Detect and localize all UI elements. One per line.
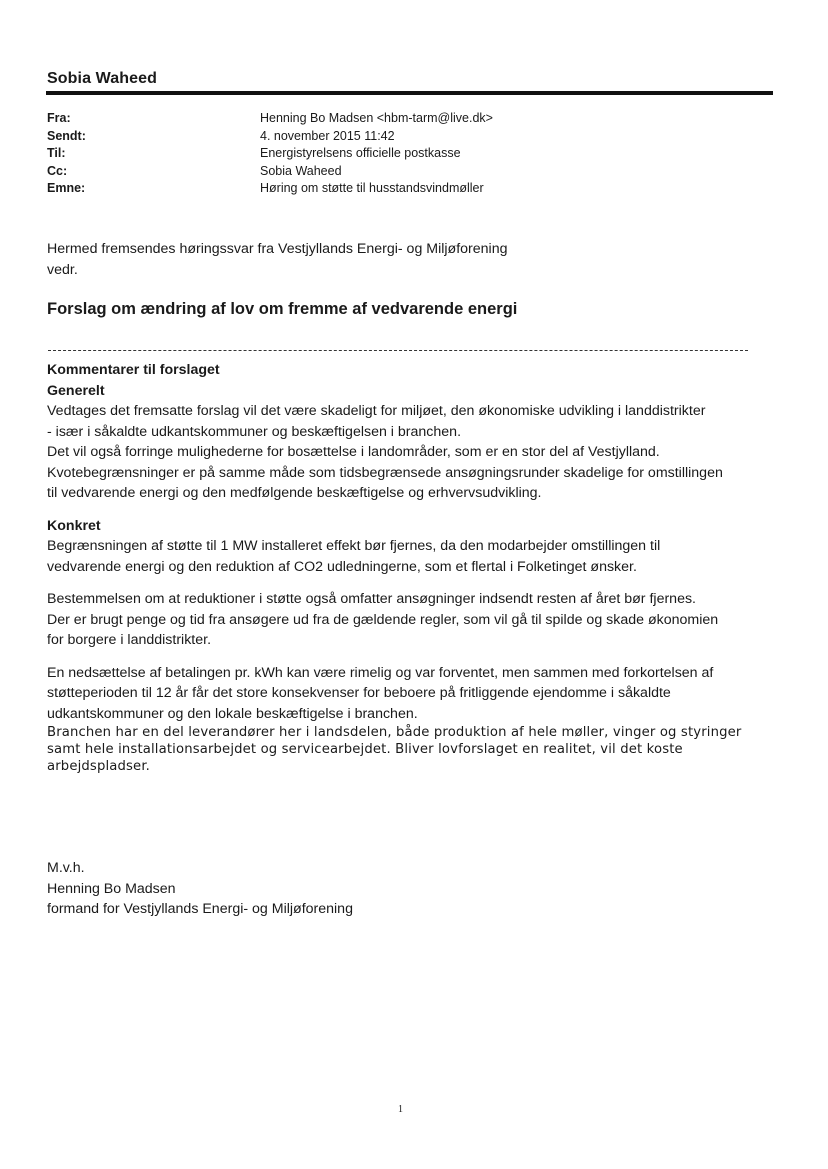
general-line: Det vil også forringe mulighederne for bosættelse i landområder, som er en stor del af Vestjylland. [47, 444, 660, 460]
specific-line: Branchen har en del leverandører her i landsdelen, både produktion af hele møller, vinger og styringer [47, 725, 742, 740]
general-line: til vedvarende energi og den medfølgende beskæftigelse og erhvervsudvikling. [47, 485, 542, 501]
dashed-separator [48, 350, 748, 351]
meta-key-sent: Sendt: [47, 128, 86, 143]
meta-key-to: Til: [47, 146, 66, 160]
general-line: - især i såkaldte udkantskommuner og beskæftigelsen i branchen. [47, 423, 462, 440]
intro-line: vedr. [47, 261, 78, 278]
specific-line: støtteperioden til 12 år får det store konsekvenser for beboere på fritliggende ejendomme i såkaldte [47, 685, 671, 701]
signoff-line: Henning Bo Madsen [47, 880, 176, 897]
meta-row-cc [47, 163, 493, 181]
specific-paragraph-typed [47, 724, 741, 775]
specific-line: vedvarende energi og den reduktion af CO2 udledningerne, som et flertal i Folketinget ønsker. [47, 558, 637, 575]
meta-value-to: Energistyrelsens officielle postkasse [260, 146, 461, 160]
sender-name: Sobia Waheed [47, 70, 157, 87]
paragraph-gap [47, 577, 741, 589]
signoff [47, 858, 353, 920]
signoff-line: M.v.h. [47, 860, 85, 876]
page-number: 1 [398, 1104, 403, 1115]
specific-line: udkantskommuner og den lokale beskæftigelse i branchen. [47, 705, 418, 722]
specific-line: Der er brugt penge og tid fra ansøgere ud fra de gældende regler, som vil gå til spilde og skade økonomien [47, 611, 719, 628]
paragraph-gap [47, 651, 741, 663]
email-metadata [47, 110, 493, 198]
specific-heading: Konkret [47, 517, 101, 534]
specific-line: En nedsættelse af betalingen pr. kWh kan være rimelig og var forventet, men sammen med forkortelsen af [47, 664, 714, 681]
meta-row-from [47, 110, 493, 128]
specific-line: arbejdspladser. [47, 759, 151, 774]
meta-key-from: Fra: [47, 111, 71, 125]
comments-heading: Kommentarer til forslaget [47, 362, 220, 378]
meta-value-from: Henning Bo Madsen <hbm-tarm@live.dk> [260, 111, 493, 125]
specific-line: samt hele installationsarbejdet og servicearbejdet. Bliver lovforslaget en realitet, vil det koste [47, 742, 683, 757]
meta-row-subject [47, 180, 493, 198]
meta-value-subject: Høring om støtte til husstandsvindmøller [260, 181, 484, 195]
meta-row-sent [47, 128, 493, 146]
specific-line: Bestemmelsen om at reduktioner i støtte også omfatter ansøgninger indsendt resten af året bør fjernes. [47, 591, 696, 607]
signoff-line: formand for Vestjyllands Energi- og Miljøforening [47, 901, 353, 917]
meta-value-sent: 4. november 2015 11:42 [260, 128, 395, 143]
meta-key-cc: Cc: [47, 163, 68, 178]
meta-key-subject: Emne: [47, 181, 86, 195]
intro-paragraph [47, 239, 508, 280]
meta-row-to [47, 145, 493, 163]
comments-section [47, 360, 741, 775]
general-line: Kvotebegrænsninger er på samme måde som tidsbegrænsede ansøgningsrunder skadelige for omstillingen [47, 464, 723, 481]
general-heading: Generelt [47, 382, 105, 399]
meta-value-cc: Sobia Waheed [260, 163, 342, 178]
header-rule [46, 91, 773, 95]
specific-line: Begrænsningen af støtte til 1 MW installeret effekt bør fjernes, da den modarbejder omstillingen til [47, 538, 661, 554]
specific-line: for borgere i landdistrikter. [47, 632, 212, 648]
intro-line: Hermed fremsendes høringssvar fra Vestjyllands Energi- og Miljøforening [47, 241, 508, 257]
proposal-title: Forslag om ændring af lov om fremme af vedvarende energi [47, 300, 518, 318]
general-line: Vedtages det fremsatte forslag vil det være skadeligt for miljøet, den økonomiske udvikling i landdistrikter [47, 403, 706, 419]
paragraph-gap [47, 504, 741, 516]
